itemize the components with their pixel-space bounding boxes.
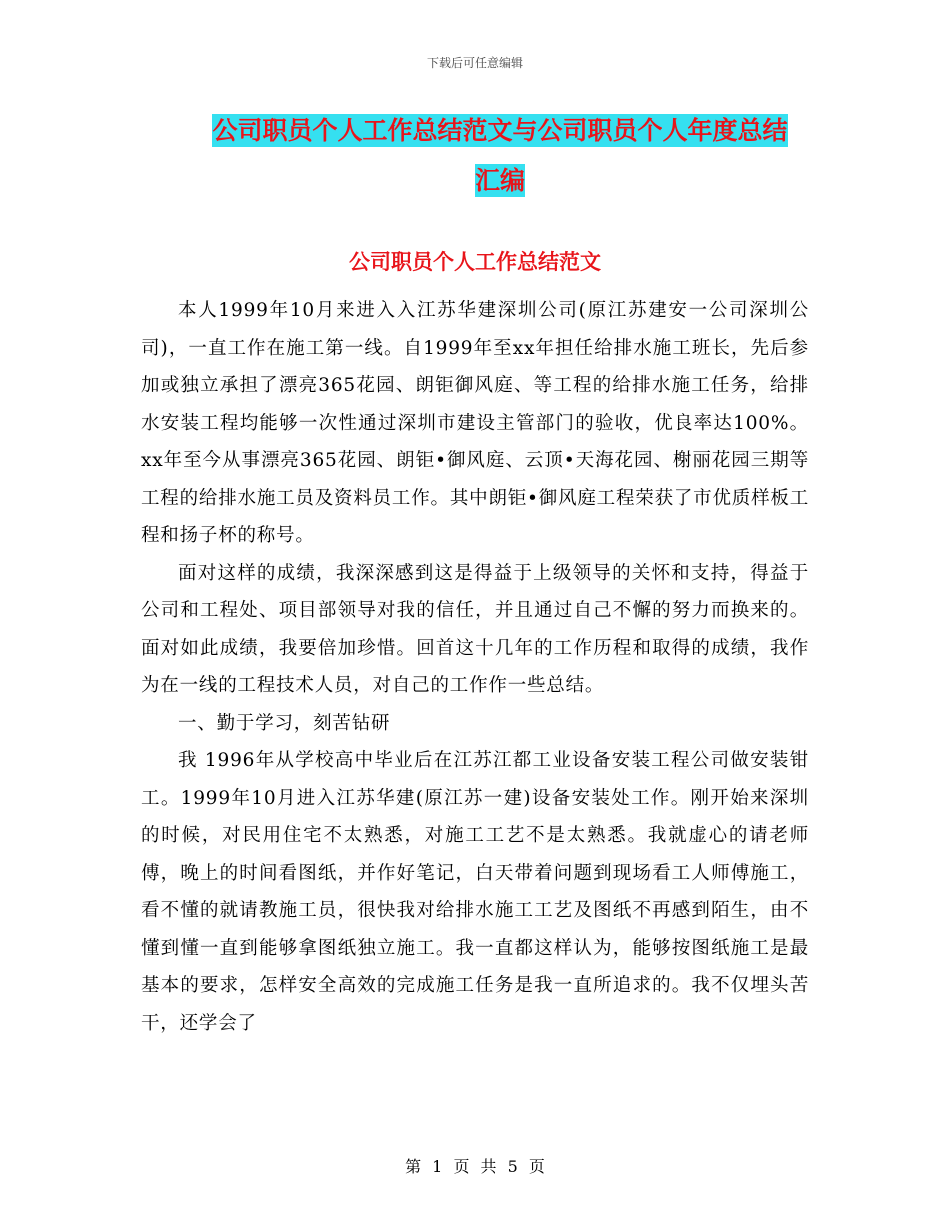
document-title-line2: 汇编 — [474, 166, 525, 195]
paragraph: 面对这样的成绩，我深深感到这是得益于上级领导的关怀和支持，得益于公司和工程处、项目部领导对我的信任，并且通过自己不懈的努力而换来的。面对如此成绩，我要倍加珍惜。回首这十几年的工作历程和取得的成绩，我作为在一线的工程技术人员，对自己的工作作一些总结。 — [141, 562, 809, 696]
document-title — [140, 106, 860, 206]
section-title: 公司职员个人工作总结范文 — [349, 250, 601, 274]
paragraph-heading: 一、勤于学习，刻苦钻研 — [178, 712, 391, 734]
body-text — [141, 292, 809, 1042]
paragraph: 本人1999年10月来进入入江苏华建深圳公司(原江苏建安一公司深圳公司)，一直工作在施工第一线。自1999年至xx年担任给排水施工班长，先后参加或独立承担了漂亮365花园、朗钜御风庭、等工程的给排水施工任务，给排水安装工程均能够一次性通过深圳市建设主管部门的验收，优良率达100%。 xx年至今从事漂亮365花园、朗钜•御风庭、云顶•天海花园、榭丽花园三期等工程的给排水施工员及资料员工作。其中朗钜•御风庭工程荣获了市优质样板工程和扬子杯的称号。 — [141, 300, 809, 546]
paragraph: 我 1996年从学校高中毕业后在江苏江都工业设备安装工程公司做安装钳工。1999年10月进入江苏华建(原江苏一建)设备安装处工作。刚开始来深圳的时候，对民用住宅不太熟悉，对施工工艺不是太熟悉。我就虚心的请老师傅，晚上的时间看图纸，并作好笔记，白天带着问题到现场看工人师傅施工，看不懂的就请教施工员，很快我对给排水施工工艺及图纸不再感到陌生，由不懂到懂一直到能够拿图纸独立施工。我一直都这样认为，能够按图纸施工是最基本的要求，怎样安全高效的完成施工任务是我一直所追求的。我不仅埋头苦干，还学会了 — [141, 750, 809, 1034]
document-title-line1: 公司职员个人工作总结范文与公司职员个人年度总结 — [212, 116, 788, 145]
header-note: 下载后可任意编辑 — [426, 56, 523, 70]
page-number: 第 1 页 共 5 页 — [405, 1157, 545, 1176]
